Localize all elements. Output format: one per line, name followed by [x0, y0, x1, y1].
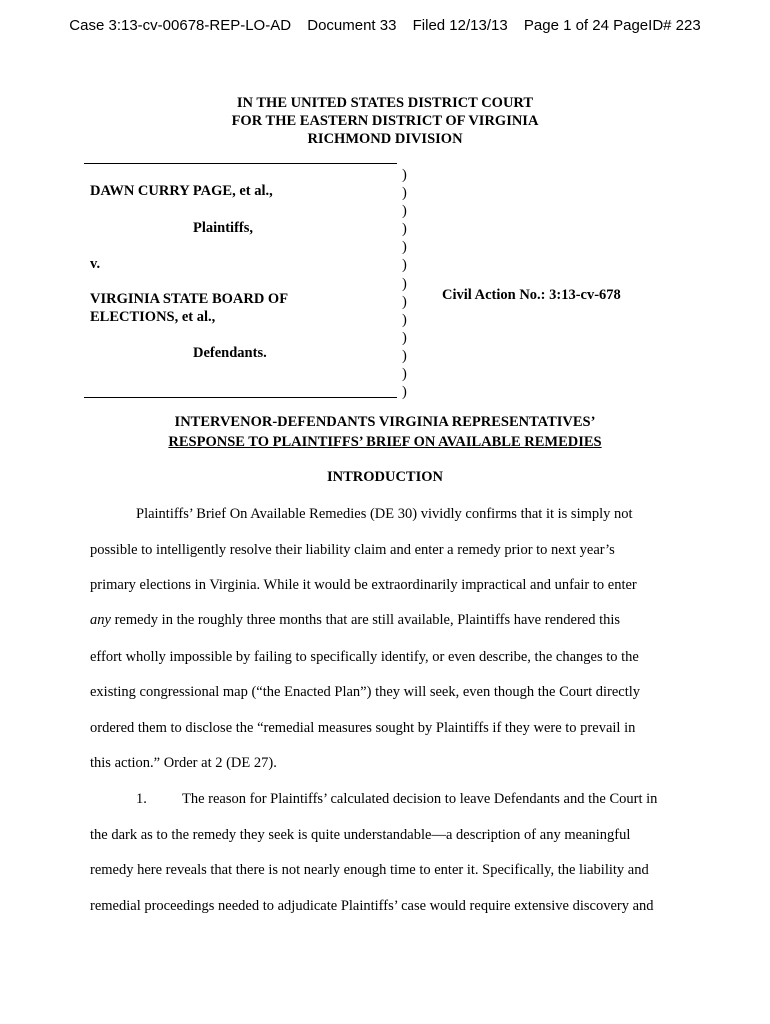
paren: ): [402, 239, 407, 256]
body-line-text: remedy in the roughly three months that are still available, Plaintiffs have rendered this: [110, 612, 621, 628]
filed-date: Filed 12/13/13: [412, 17, 508, 34]
body-line: remedy here reveals that there is not nearly enough time to enter it. Specifically, the liability and: [90, 862, 649, 878]
court-heading: [0, 94, 770, 148]
document-title-line-2: RESPONSE TO PLAINTIFFS’ BRIEF ON AVAILABLE REMEDIES: [168, 434, 602, 450]
caption-bottom-rule: [84, 397, 397, 398]
paren: ): [402, 311, 407, 328]
body-line-text: The reason for Plaintiffs’ calculated decision to leave Defendants and the Court in: [182, 791, 658, 807]
emphasis-text: any: [90, 612, 111, 628]
document-title-line-1: INTERVENOR-DEFENDANTS VIRGINIA REPRESENTATIVES’: [174, 414, 596, 430]
document-number: Document 33: [307, 17, 397, 34]
paren: ): [402, 185, 407, 202]
body-line: effort wholly impossible by failing to specifically identify, or even describe, the changes to the: [90, 649, 639, 665]
body-line: primary elections in Virginia. While it would be extraordinarily impractical and unfair to enter: [90, 577, 637, 593]
defendant-name-line-1: VIRGINIA STATE BOARD OF: [90, 291, 289, 307]
body-line: existing congressional map (“the Enacted Plan”) they will seek, even though the Court directly: [90, 684, 641, 700]
court-line-3: RICHMOND DIVISION: [307, 131, 463, 147]
plaintiff-role: Plaintiffs,: [193, 220, 254, 236]
body-line: this action.” Order at 2 (DE 27).: [90, 755, 277, 771]
defendant-name-line-2: ELECTIONS, et al.,: [90, 309, 216, 325]
paren: ): [402, 347, 407, 364]
court-line-1: IN THE UNITED STATES DISTRICT COURT: [236, 95, 534, 111]
defendant-role: Defendants.: [193, 345, 267, 361]
case-header: [0, 17, 770, 34]
paren: ): [402, 203, 407, 220]
paren: ): [402, 167, 407, 183]
caption-top-rule: [84, 163, 397, 164]
case-number: Case 3:13-cv-00678-REP-LO-AD: [69, 17, 292, 34]
body-line: the dark as to the remedy they seek is quite understandable—a description of any meaningful: [90, 827, 631, 843]
paren: ): [402, 329, 407, 346]
body-line: Plaintiffs’ Brief On Available Remedies (DE 30) vividly confirms that it is simply not: [136, 506, 633, 522]
paren: ): [402, 257, 407, 274]
body-line: possible to intelligently resolve their liability claim and enter a remedy prior to next year’s: [90, 542, 615, 558]
paren: ): [402, 275, 407, 292]
versus: v.: [90, 256, 101, 272]
paren: ): [402, 221, 407, 238]
caption-parentheses: [402, 166, 407, 401]
civil-action-number: Civil Action No.: 3:13-cv-678: [442, 287, 621, 303]
paren: ): [402, 366, 407, 383]
body-line: remedial proceedings needed to adjudicate Plaintiffs’ case would require extensive discovery and: [90, 898, 654, 914]
court-line-2: FOR THE EASTERN DISTRICT OF VIRGINIA: [231, 113, 539, 129]
page-info: Page 1 of 24 PageID# 223: [523, 17, 701, 34]
paragraph-number: 1.: [136, 791, 147, 807]
plaintiff-name: DAWN CURRY PAGE, et al.,: [90, 183, 273, 199]
numbered-paragraph-line: [136, 791, 657, 808]
paren: ): [402, 384, 407, 401]
body-line: ordered them to disclose the “remedial measures sought by Plaintiffs if they were to prevail in: [90, 720, 636, 736]
section-heading: INTRODUCTION: [326, 469, 443, 485]
paren: ): [402, 293, 407, 310]
body-line: [90, 612, 620, 629]
